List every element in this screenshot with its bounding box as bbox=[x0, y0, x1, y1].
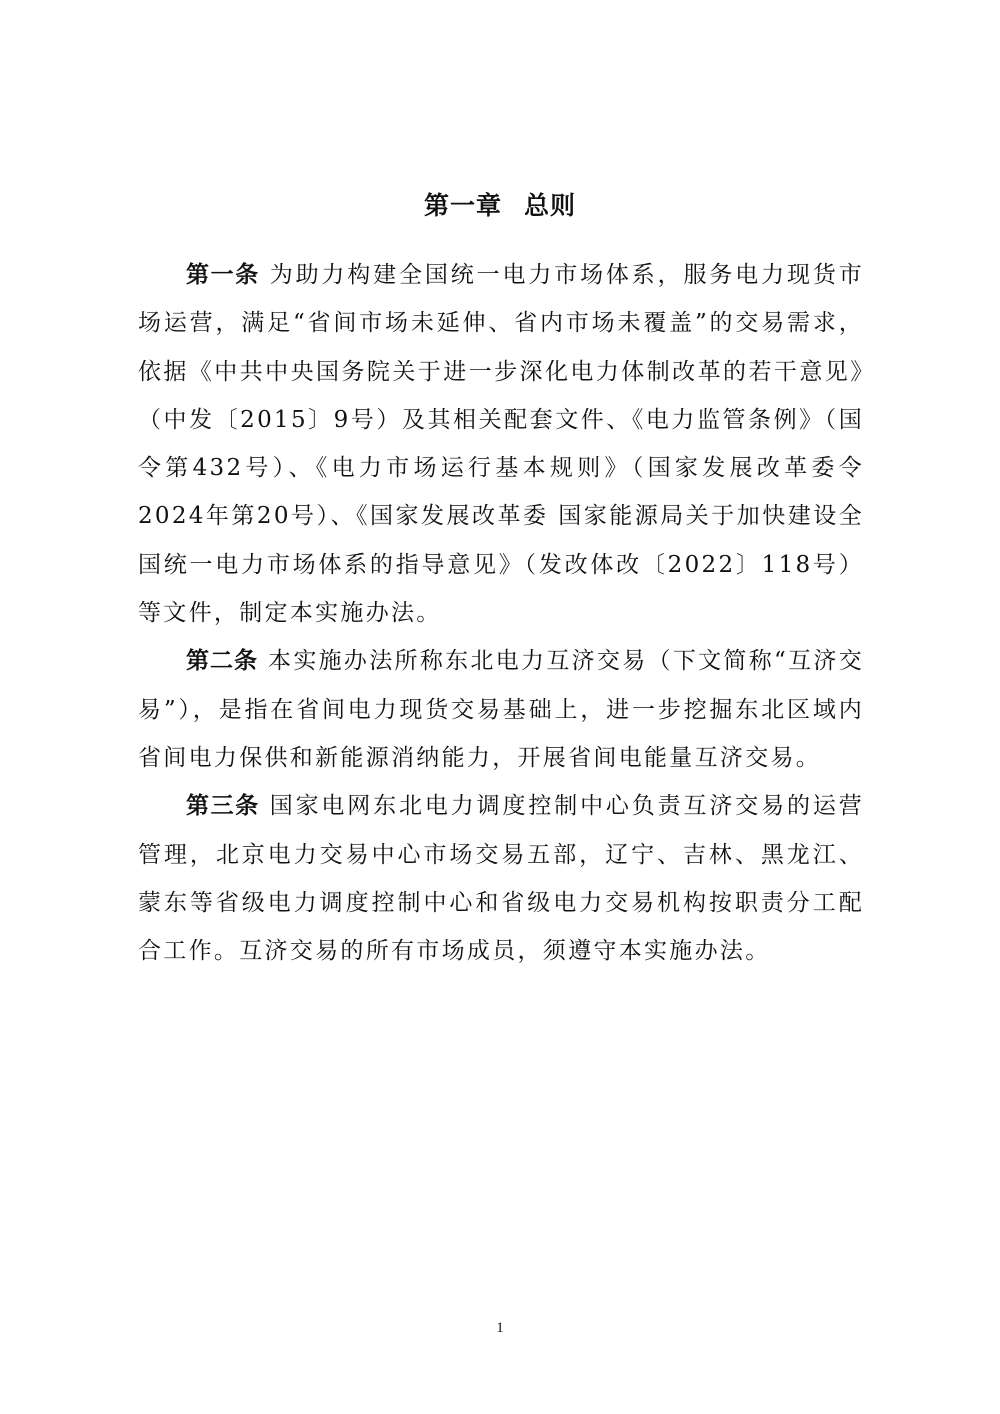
article-text: 本实施办法所称东北电力互济交易（下文简称“互济交易”），是指在省间电力现货交易基础上，进一步挖掘东北区域内省间电力保供和新能源消纳能力，开展省间电能量互济交易。 bbox=[138, 648, 865, 771]
article-text: 国家电网东北电力调度控制中心负责互济交易的运营管理，北京电力交易中心市场交易五部，辽宁、吉林、黑龙江、蒙东等省级电力调度控制中心和省级电力交易机构按职责分工配合工作。互济交易的所有市场成员，须遵守本实施办法。 bbox=[138, 793, 865, 965]
chapter-body bbox=[138, 251, 864, 975]
article-label: 第三条 bbox=[186, 793, 260, 820]
article-2 bbox=[138, 637, 864, 782]
article-text: 为助力构建全国统一电力市场体系，服务电力现货市场运营，满足“省间市场未延伸、省内市场未覆盖”的交易需求，依据《中共中央国务院关于进一步深化电力体制改革的若干意见》（中发〔2015〕9号）及其相关配套文件、《电力监管条例》（国令第432号）、《电力市场运行基本规则》（国家发展改革委令2024年第20号）、《国家发展改革委 国家能源局关于加快建设全国统一电力市场体系的指导意见》（发改体改〔2022〕118号）等文件，制定本实施办法。 bbox=[138, 262, 865, 627]
article-label: 第二条 bbox=[186, 648, 259, 675]
chapter-heading bbox=[0, 186, 1000, 226]
chapter-title: 总则 bbox=[524, 191, 577, 220]
chapter-number: 第一章 bbox=[423, 191, 502, 220]
article-1 bbox=[138, 251, 864, 637]
page-number: 1 bbox=[496, 1320, 504, 1336]
article-3 bbox=[138, 782, 864, 975]
article-label: 第一条 bbox=[186, 262, 260, 288]
